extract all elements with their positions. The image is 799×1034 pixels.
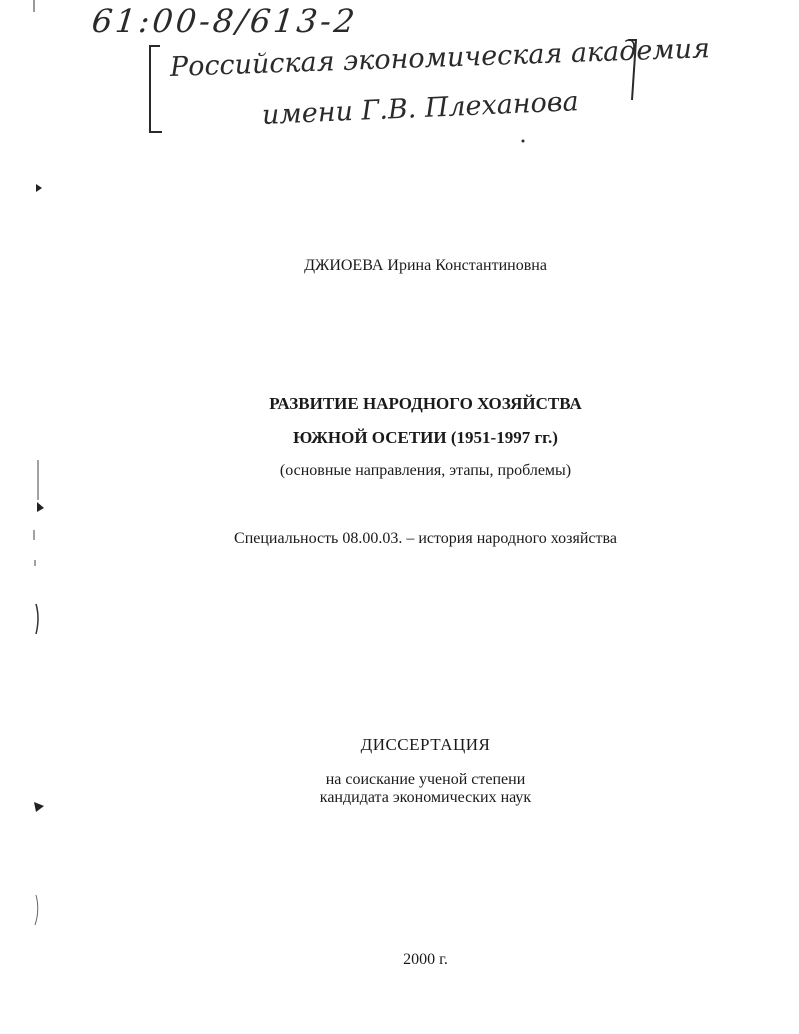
document-type: ДИССЕРТАЦИЯ bbox=[360, 735, 491, 754]
handwritten-archive-code: 61:00-8/613-2 bbox=[90, 2, 360, 40]
handwritten-bracket-marks bbox=[0, 0, 799, 160]
subtitle: (основные направления, этапы, проблемы) bbox=[279, 462, 572, 479]
degree-line-2: кандидата экономических наук bbox=[319, 789, 532, 806]
degree-line-1: на соискание ученой степени bbox=[325, 771, 526, 788]
handwritten-institution-line1: Российская экономическая академия bbox=[169, 33, 711, 83]
handwritten-institution-line2: имени Г.В. Плеханова bbox=[261, 86, 580, 131]
scan-margin-artifacts bbox=[0, 0, 60, 1034]
title-line-2: ЮЖНОЙ ОСЕТИИ (1951-1997 гг.) bbox=[293, 428, 558, 447]
author-name: ДЖИОЕВА Ирина Константиновна bbox=[304, 257, 547, 274]
title-line-1: РАЗВИТИЕ НАРОДНОГО ХОЗЯЙСТВА bbox=[269, 394, 582, 413]
year: 2000 г. bbox=[403, 951, 448, 968]
specialty: Специальность 08.00.03. – история народного хозяйства bbox=[234, 530, 617, 547]
